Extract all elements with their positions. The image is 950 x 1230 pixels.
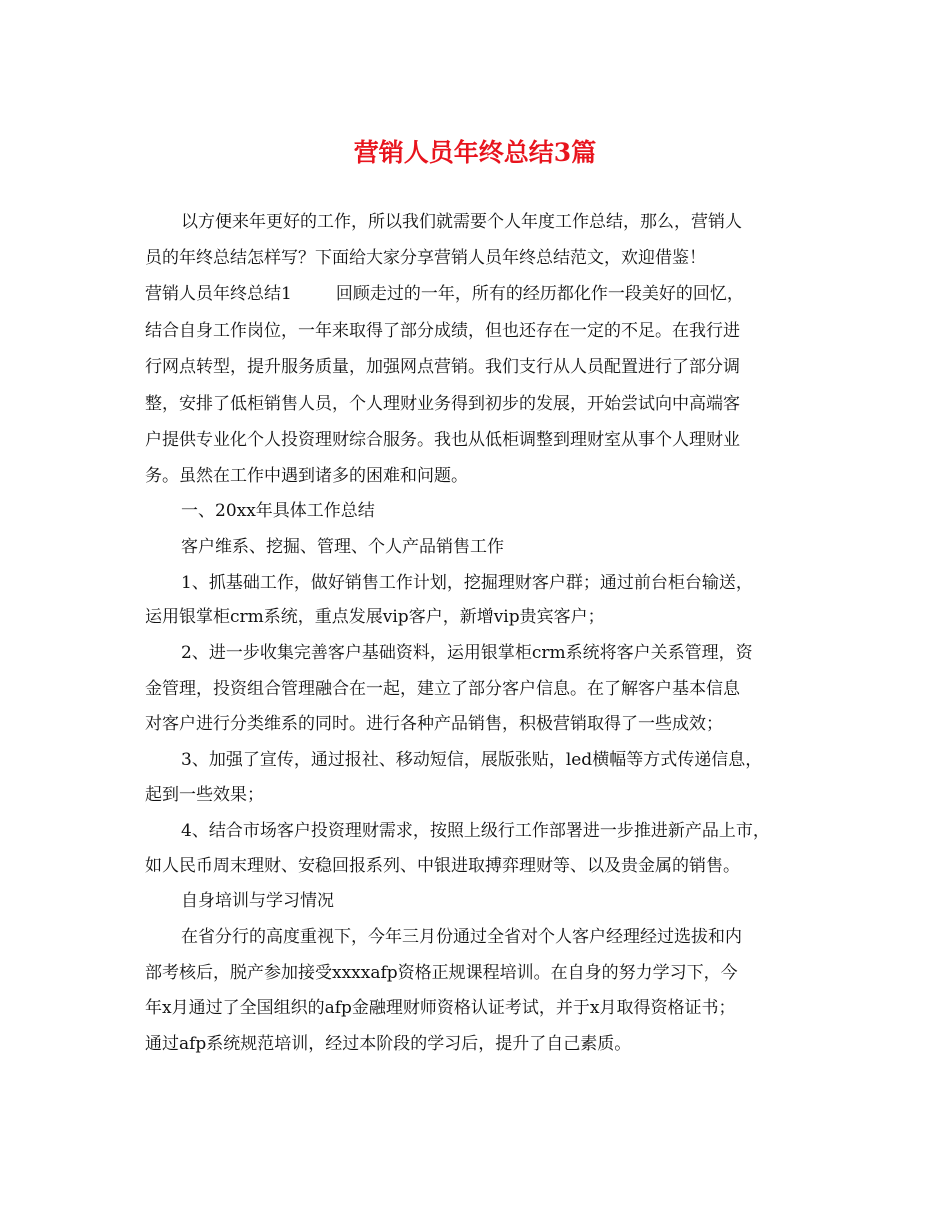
paragraph-line: 年x月通过了全国组织的afp金融理财师资格认证考试，并于x月取得资格证书； bbox=[145, 998, 736, 1018]
list-item-line: 如人民币周末理财、安稳回报系列、中银进取搏弈理财等、以及贵金属的销售。 bbox=[145, 856, 740, 876]
section-heading-summary-1: 营销人员年终总结1 bbox=[145, 284, 292, 304]
list-item-line: 3、加强了宣传，通过报社、移动短信，展版张贴，led横幅等方式传递信息， bbox=[181, 750, 763, 770]
subsection-heading: 客户维系、挖掘、管理、个人产品销售工作 bbox=[181, 537, 504, 557]
paragraph-text: 回顾走过的一年，所有的经历都化作一段美好的回忆， bbox=[335, 284, 744, 304]
list-item-line: 运用银掌柜crm系统，重点发展vip客户，新增vip贵宾客户； bbox=[145, 607, 605, 627]
list-item-line: 金管理，投资组合管理融合在一起，建立了部分客户信息。在了解客户基本信息 bbox=[145, 679, 740, 699]
paragraph-line: 务。虽然在工作中遇到诸多的困难和问题。 bbox=[145, 466, 468, 486]
paragraph-line bbox=[145, 281, 744, 307]
paragraph-line: 通过afp系统规范培训，经过本阶段的学习后，提升了自己素质。 bbox=[145, 1034, 632, 1054]
paragraph-line: 结合自身工作岗位，一年来取得了部分成绩，但也还存在一定的不足。在我行进 bbox=[145, 321, 740, 341]
list-item-line: 1、抓基础工作，做好销售工作计划，挖掘理财客户群；通过前台柜台输送， bbox=[181, 573, 753, 593]
paragraph-line: 以方便来年更好的工作，所以我们就需要个人年度工作总结，那么，营销人 bbox=[181, 212, 742, 232]
list-item-line: 起到一些效果； bbox=[145, 785, 264, 805]
paragraph-line: 行网点转型，提升服务质量，加强网点营销。我们支行从人员配置进行了部分调 bbox=[145, 357, 740, 377]
paragraph-line: 部考核后，脱产参加接受xxxxafp资格正规课程培训。在自身的努力学习下，今 bbox=[145, 963, 738, 983]
paragraph-line: 在省分行的高度重视下，今年三月份通过全省对个人客户经理经过选拔和内 bbox=[181, 927, 742, 947]
subsection-heading: 自身培训与学习情况 bbox=[181, 891, 334, 911]
paragraph-line: 户提供专业化个人投资理财综合服务。我也从低柜调整到理财室从事个人理财业 bbox=[145, 430, 740, 450]
paragraph-line: 整，安排了低柜销售人员，个人理财业务得到初步的发展，开始尝试向中高端客 bbox=[145, 394, 740, 414]
list-item-line: 4、结合市场客户投资理财需求，按照上级行工作部署进一步推进新产品上市， bbox=[181, 821, 770, 841]
document-title: 营销人员年终总结3篇 bbox=[353, 138, 597, 167]
list-item-line: 对客户进行分类维系的同时。进行各种产品销售，积极营销取得了一些成效； bbox=[145, 714, 723, 734]
paragraph-line: 员的年终总结怎样写？下面给大家分享营销人员年终总结范文，欢迎借鉴！ bbox=[145, 248, 706, 268]
section-heading: 一、20xx年具体工作总结 bbox=[181, 501, 375, 521]
list-item-line: 2、进一步收集完善客户基础资料，运用银掌柜crm系统将客户关系管理，资 bbox=[181, 643, 753, 663]
